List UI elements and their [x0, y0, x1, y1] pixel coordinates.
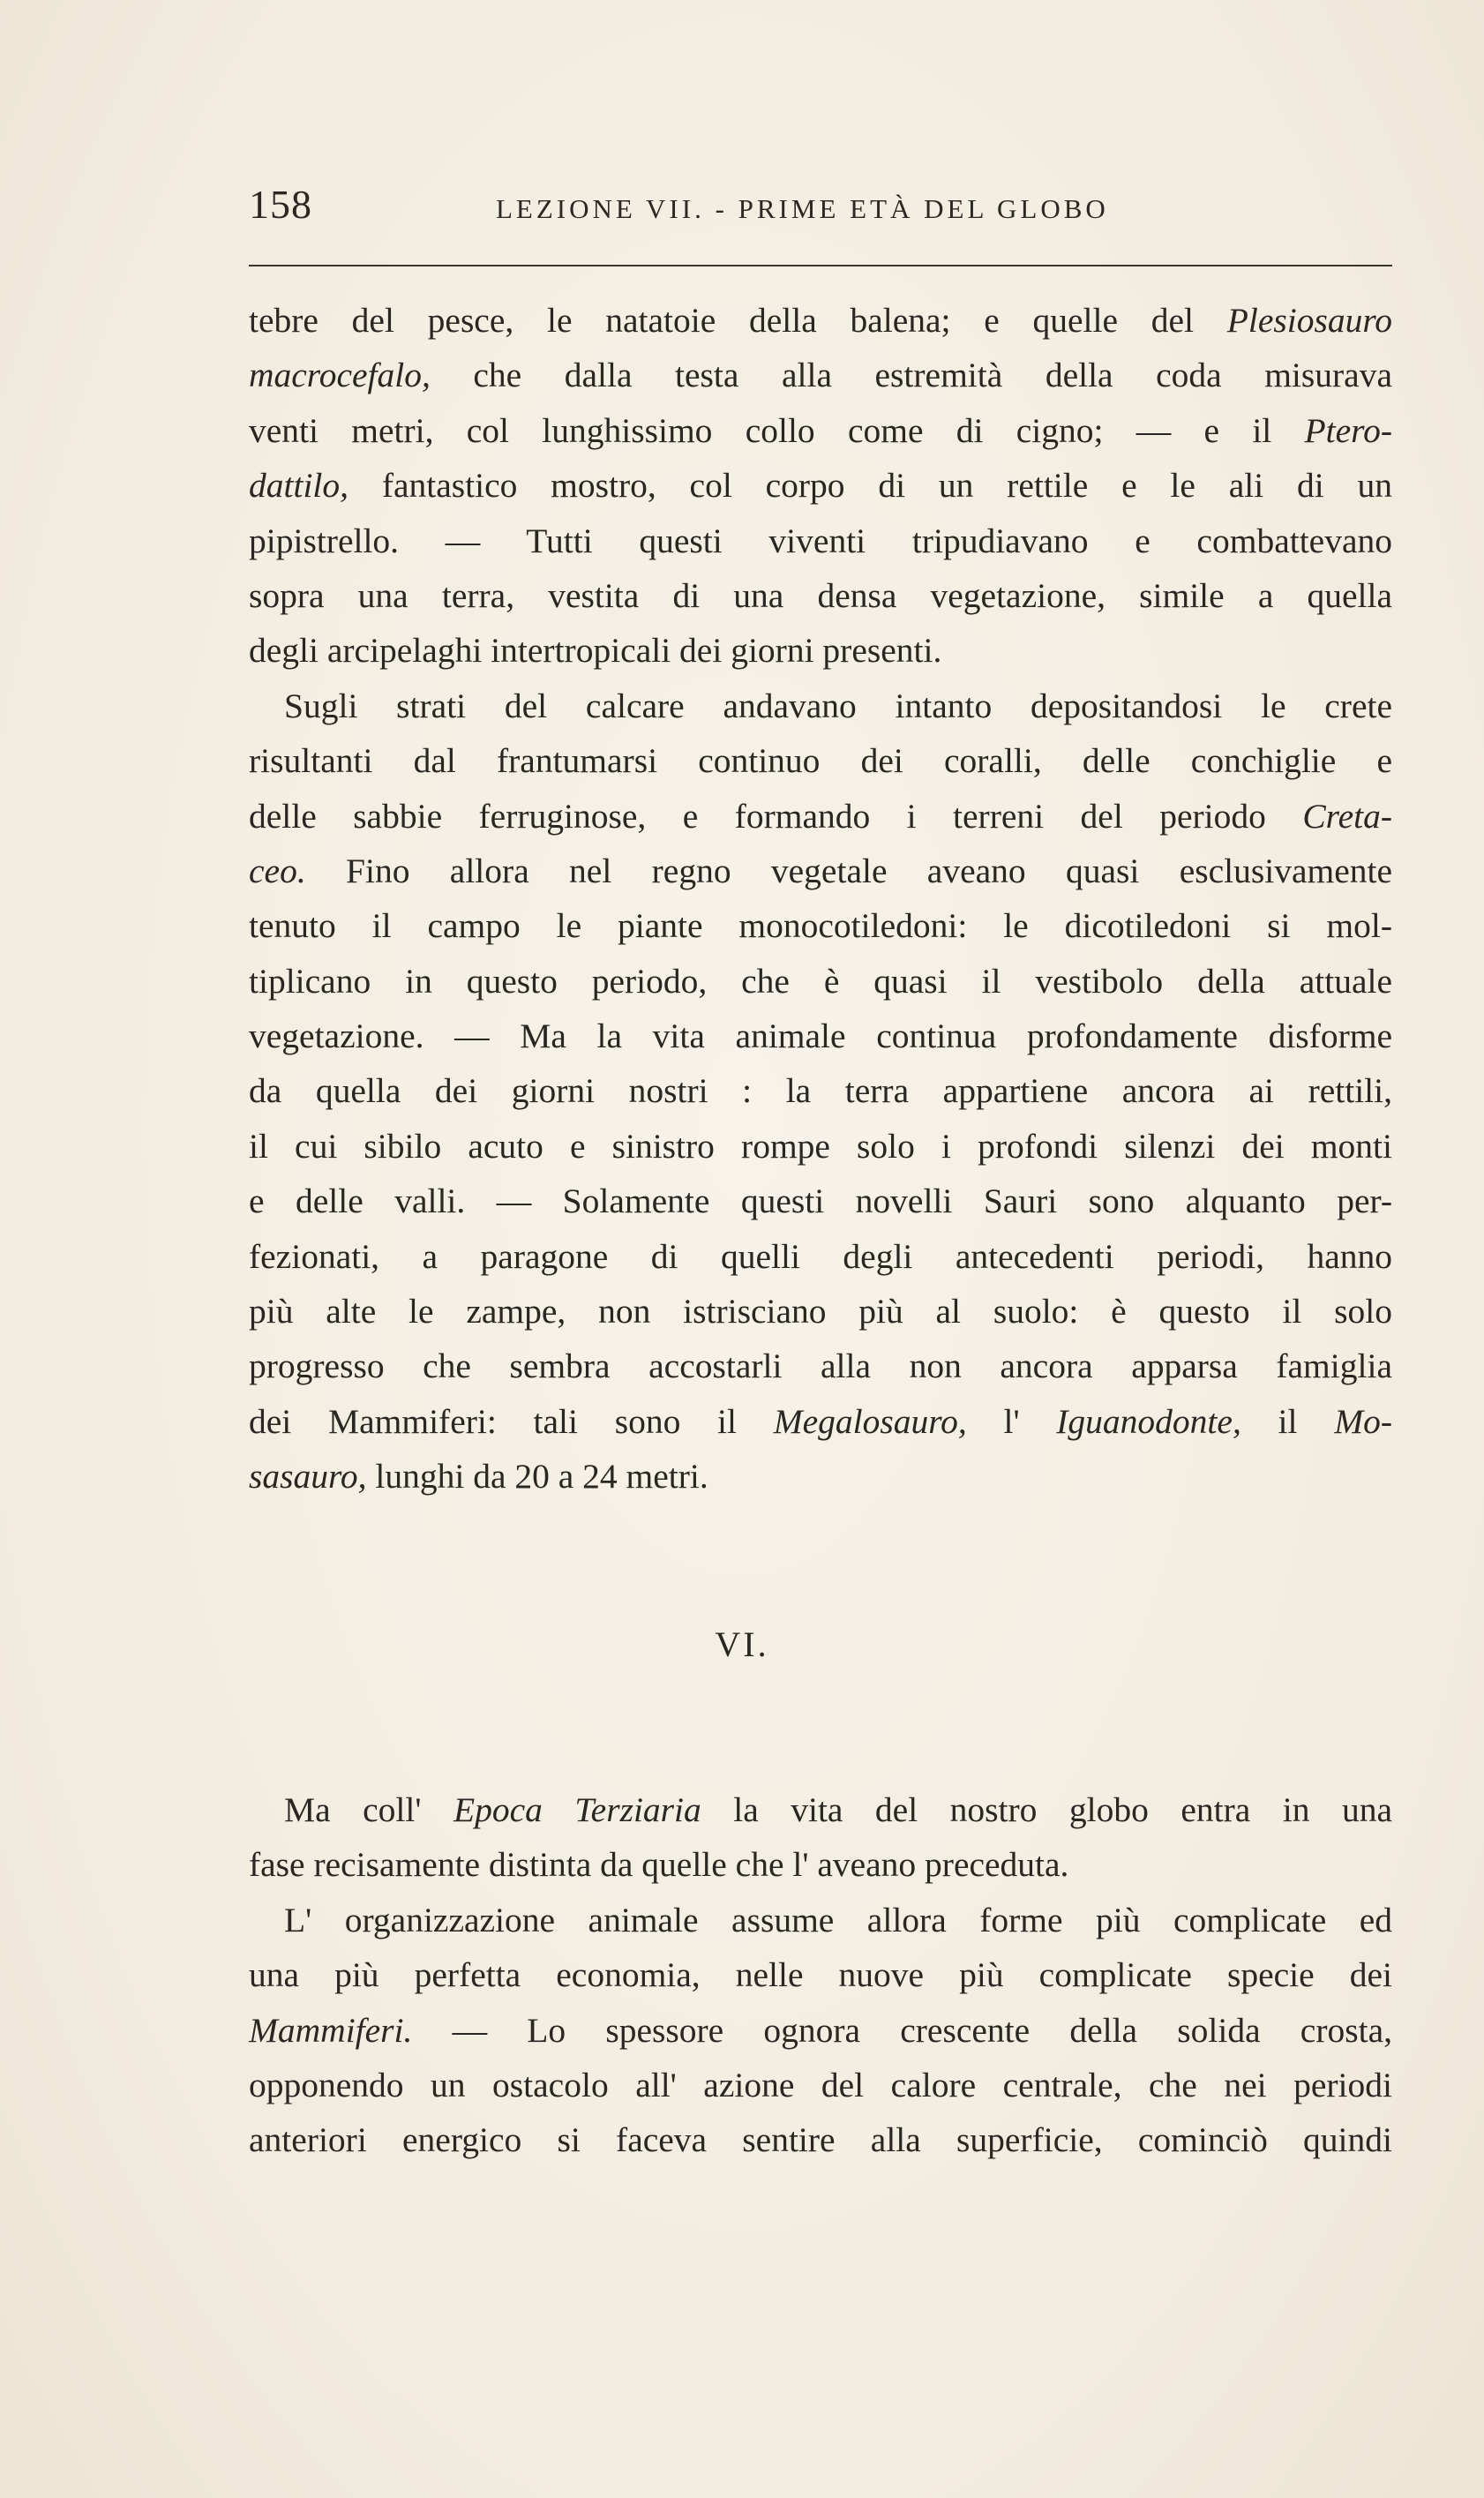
text-line: delle sabbie ferruginose, e formando i terreni del periodo Creta-	[249, 796, 1392, 836]
section-heading: VI.	[715, 1624, 769, 1664]
text-line: sopra una terra, vestita di una densa vegetazione, simile a quella	[249, 575, 1392, 615]
text-line: opponendo un ostacolo all' azione del calore centrale, che nei periodi	[249, 2065, 1392, 2104]
text-line: fase recisamente distinta da quelle che l' aveano preceduta.	[249, 1845, 1069, 1885]
text-line: il cui sibilo acuto e sinistro rompe solo i profondi silenzi dei monti	[249, 1126, 1392, 1166]
text-line: tebre del pesce, le natatoie della balena; e quelle del Plesiosauro	[249, 301, 1392, 340]
text-line: tenuto il campo le piante monocotiledoni: le dicotiledoni si mol-	[249, 906, 1392, 946]
body-text-upper	[249, 293, 1392, 1504]
text-line: degli arcipelaghi intertropicali dei giorni presenti.	[249, 631, 942, 671]
page-header	[249, 181, 1392, 243]
text-line: vegetazione. — Ma la vita animale continua profondamente disforme	[249, 1016, 1392, 1056]
text-line: Sugli strati del calcare andavano intanto depositandosi le crete	[284, 686, 1392, 725]
running-title: LEZIONE VII. - PRIME ETÀ DEL GLOBO	[496, 193, 1109, 224]
text-line: tiplicano in questo periodo, che è quasi il vestibolo della attuale	[249, 961, 1392, 1001]
text-line: ceo. Fino allora nel regno vegetale aveano quasi esclusivamente	[249, 851, 1392, 890]
text-line: venti metri, col lunghissimo collo come di cigno; — e il Ptero-	[249, 410, 1392, 450]
text-line: sasauro, lunghi da 20 a 24 metri.	[249, 1457, 708, 1497]
text-line: da quella dei giorni nostri : la terra appartiene ancora ai rettili,	[249, 1071, 1392, 1111]
text-line: Mammiferi. — Lo spessore ognora crescente della solida crosta,	[249, 2010, 1392, 2050]
text-line: dattilo, fantastico mostro, col corpo di un rettile e le ali di un	[249, 466, 1392, 506]
text-line: fezionati, a paragone di quelli degli antecedenti periodi, hanno	[249, 1236, 1392, 1276]
text-line: L' organizzazione animale assume allora forme più complicate ed	[284, 1900, 1392, 1939]
text-line: più alte le zampe, non istrisciano più al suolo: è questo il solo	[249, 1292, 1392, 1332]
text-line: pipistrello. — Tutti questi viventi tripudiavano e combattevano	[249, 521, 1392, 560]
text-line: macrocefalo, che dalla testa alla estremità della coda misurava	[249, 356, 1392, 395]
header-rule	[249, 265, 1392, 266]
text-line: progresso che sembra accostarli alla non ancora apparsa famiglia	[249, 1347, 1392, 1386]
text-line: dei Mammiferi: tali sono il Megalosauro, l' Iguanodonte, il Mo-	[249, 1401, 1393, 1441]
text-line: risultanti dal frantumarsi continuo dei coralli, delle conchiglie e	[249, 741, 1392, 781]
text-line: Ma coll' Epoca Terziaria la vita del nostro globo entra in una	[284, 1790, 1392, 1829]
page-number: 158	[249, 182, 312, 227]
body-text-lower	[249, 1782, 1392, 2168]
text-line: anteriori energico si faceva sentire alla superficie, cominciò quindi	[249, 2120, 1392, 2160]
text-line: una più perfetta economia, nelle nuove più complicate specie dei	[249, 1955, 1392, 1995]
text-line: e delle valli. — Solamente questi novelli Sauri sono alquanto per-	[249, 1181, 1392, 1221]
